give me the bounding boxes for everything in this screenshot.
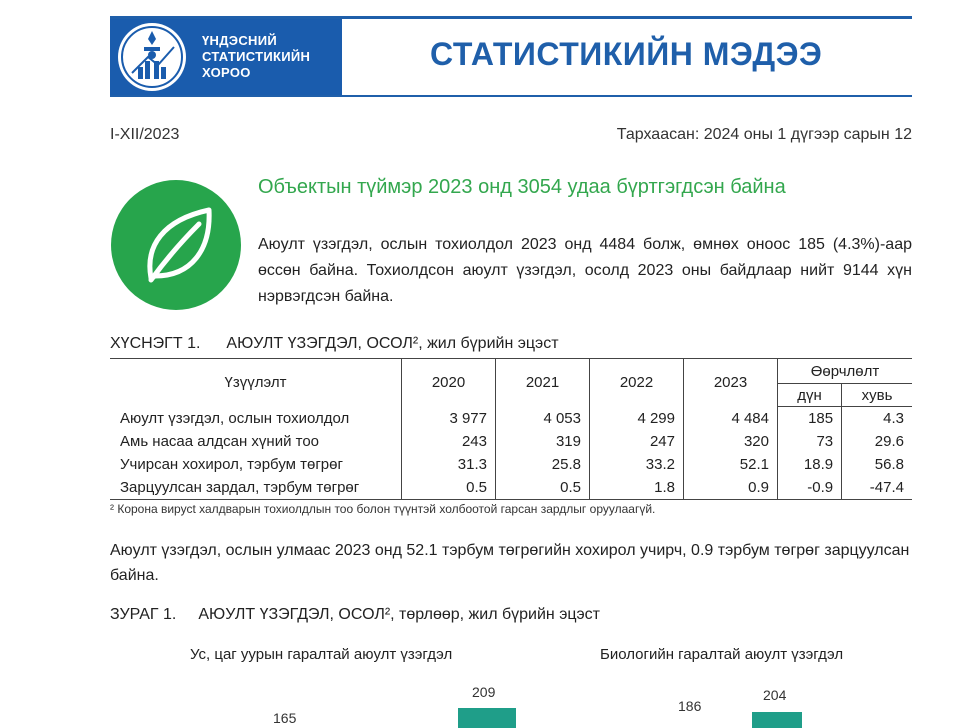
- chart-bar: [752, 712, 802, 728]
- column-header-year: 2023: [684, 359, 778, 407]
- table-cell: 0.9: [684, 476, 778, 500]
- table-cell: 319: [496, 430, 590, 453]
- release-date: Тархаасан: 2024 оны 1 дүгээр сарын 12: [616, 126, 912, 143]
- table-cell: 33.2: [590, 453, 684, 476]
- table-cell: 4 299: [590, 407, 684, 431]
- column-header-indicator: Үзүүлэлт: [110, 359, 402, 407]
- table-cell: 29.6: [842, 430, 912, 453]
- table-cell: 73: [778, 430, 842, 453]
- column-header-change-amount: дүн: [778, 384, 842, 407]
- column-header-change: Өөрчлөлт: [778, 359, 913, 384]
- table-row: [110, 430, 912, 453]
- chart-bar: [458, 708, 516, 728]
- report-period: I-XII/2023: [110, 126, 180, 143]
- second-paragraph: Аюулт үзэгдэл, ослын улмаас 2023 онд 52.1 тэрбум төгрөгийн хохирол учирч, 0.9 тэрбум төгрөг зарцуулсан байна.: [110, 542, 910, 584]
- table-cell: 1.8: [590, 476, 684, 500]
- figure-number: ЗУРАГ 1.: [110, 606, 177, 623]
- table-cell: -47.4: [842, 476, 912, 500]
- table-cell: 4 053: [496, 407, 590, 431]
- table-cell: 0.5: [402, 476, 496, 500]
- table-cell: 247: [590, 430, 684, 453]
- table-cell: 31.3: [402, 453, 496, 476]
- table-cell: 320: [684, 430, 778, 453]
- table-cell: 0.5: [496, 476, 590, 500]
- table-number: ХҮСНЭГТ 1.: [110, 335, 201, 352]
- org-name-line: ХОРОО: [202, 65, 251, 80]
- bar-value-label: 209: [472, 684, 496, 700]
- column-header-year: 2020: [402, 359, 496, 407]
- table-title: [110, 335, 559, 353]
- org-name-line: ҮНДЭСНИЙ: [202, 33, 277, 48]
- row-label: Аюулт үзэгдэл, ослын тохиолдол: [120, 409, 350, 427]
- table-cell: 4 484: [684, 407, 778, 431]
- table-row: [110, 476, 912, 500]
- table-cell: 3 977: [402, 407, 496, 431]
- bar-value-label: 204: [763, 687, 787, 703]
- page-title: СТАТИСТИКИЙН МЭДЭЭ: [430, 36, 823, 72]
- subchart-title: Биологийн гаралтай аюулт үзэгдэл: [600, 646, 844, 663]
- table-cell: 185: [778, 407, 842, 431]
- row-label: Зарцуулсан зардал, тэрбум төгрөг: [110, 476, 402, 500]
- org-emblem-icon: [118, 23, 186, 91]
- table-cell: 52.1: [684, 453, 778, 476]
- row-label: Амь насаа алдсан хүний тоо: [120, 433, 320, 450]
- table-cell: 243: [402, 430, 496, 453]
- org-name-line: СТАТИСТИКИЙН: [202, 49, 311, 64]
- org-logo-block: [110, 19, 342, 97]
- table-cell: -0.9: [778, 476, 842, 500]
- row-label: Учирсан хохирол, тэрбум төгрөг: [120, 456, 343, 473]
- figure-title-text: АЮУЛТ ҮЗЭГДЭЛ, ОСОЛ², төрлөөр, жил бүрийн эцэст: [198, 606, 601, 623]
- table-cell: 25.8: [496, 453, 590, 476]
- header-bottom-rule: [110, 95, 912, 97]
- leaf-icon: [111, 180, 241, 310]
- figure-title: [110, 606, 600, 624]
- table-cell: 18.9: [778, 453, 842, 476]
- subchart-title: Ус, цаг уурын гаралтай аюулт үзэгдэл: [190, 646, 453, 663]
- column-header-change-percent: хувь: [842, 384, 912, 407]
- column-header-year: 2022: [590, 359, 684, 407]
- statistics-table: [110, 358, 912, 500]
- table-cell: 4.3: [842, 407, 912, 431]
- column-header-year: 2021: [496, 359, 590, 407]
- table-footnote: ² Корона вирусt халдварын тохиолдлын тоо болон түүнтэй холбоотой гарсан зардлыг оруулаагүй.: [110, 502, 656, 516]
- bar-value-label: 186: [678, 698, 702, 714]
- table-row: [110, 453, 912, 476]
- table-title-text: АЮУЛТ ҮЗЭГДЭЛ, ОСОЛ², жил бүрийн эцэст: [226, 335, 559, 352]
- bar-value-label: 165: [273, 710, 297, 726]
- org-name: [202, 33, 310, 81]
- headline: Объектын түймэр 2023 онд 3054 удаа бүртгэгдсэн байна: [258, 176, 786, 198]
- intro-paragraph: Аюулт үзэгдэл, ослын тохиолдол 2023 онд 4484 болж, өмнөх оноос 185 (4.3%)-аар өссөн байна. Тохиолдсон аюулт үзэгдэл, осолд 2023 оны байдлаар нийт 9144 хүн нэрвэгдсэн байна.: [258, 236, 912, 305]
- table-row: [110, 407, 912, 431]
- table-cell: 56.8: [842, 453, 912, 476]
